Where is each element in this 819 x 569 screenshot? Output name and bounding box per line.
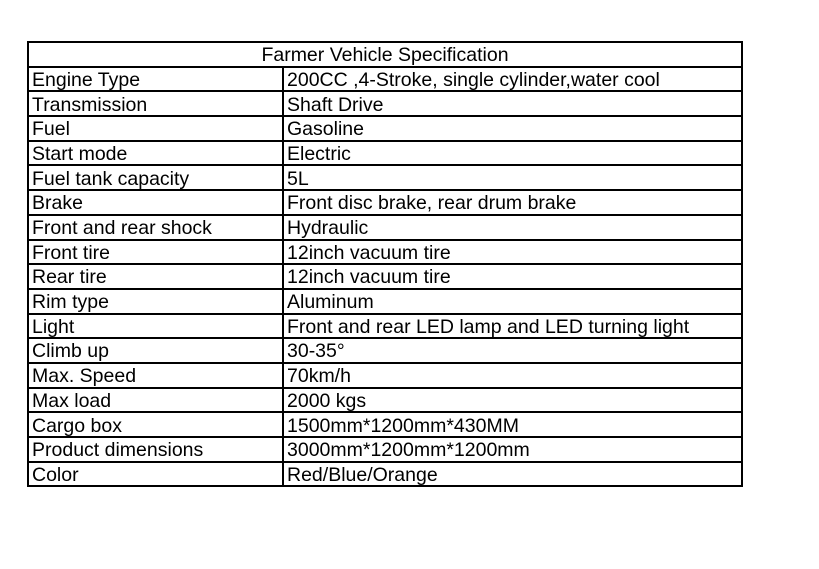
spec-value: 5L: [283, 165, 742, 190]
table-row: [28, 67, 742, 92]
spec-value: Hydraulic: [283, 215, 742, 240]
spec-label: Rear tire: [28, 264, 283, 289]
spec-value: Electric: [283, 141, 742, 166]
spec-value: Gasoline: [283, 116, 742, 141]
table-row: [28, 289, 742, 314]
spec-value: 70km/h: [283, 363, 742, 388]
table-row: [28, 116, 742, 141]
table-row: [28, 165, 742, 190]
spec-value: 12inch vacuum tire: [283, 264, 742, 289]
spec-label: Engine Type: [28, 67, 283, 92]
spec-label: Product dimensions: [28, 437, 283, 462]
spec-value: 12inch vacuum tire: [283, 240, 742, 265]
spec-label: Transmission: [28, 91, 283, 116]
spec-value: Aluminum: [283, 289, 742, 314]
spec-label: Start mode: [28, 141, 283, 166]
table-row: [28, 462, 742, 487]
table-row: [28, 190, 742, 215]
table-row: [28, 314, 742, 339]
table-row: [28, 240, 742, 265]
spec-label: Cargo box: [28, 412, 283, 437]
spec-value: 2000 kgs: [283, 388, 742, 413]
table-title-row: [28, 42, 742, 67]
spec-label: Fuel tank capacity: [28, 165, 283, 190]
spec-label: Fuel: [28, 116, 283, 141]
spec-value: 30-35°: [283, 338, 742, 363]
spec-value: 3000mm*1200mm*1200mm: [283, 437, 742, 462]
spec-value: Shaft Drive: [283, 91, 742, 116]
table-row: [28, 215, 742, 240]
table-row: [28, 412, 742, 437]
table-row: [28, 437, 742, 462]
spec-value: Front and rear LED lamp and LED turning light: [283, 314, 742, 339]
table-row: [28, 338, 742, 363]
spec-label: Max load: [28, 388, 283, 413]
spec-label: Rim type: [28, 289, 283, 314]
spec-value: 1500mm*1200mm*430MM: [283, 412, 742, 437]
spec-label: Front and rear shock: [28, 215, 283, 240]
spec-label: Climb up: [28, 338, 283, 363]
table-row: [28, 141, 742, 166]
spec-label: Light: [28, 314, 283, 339]
spec-label: Front tire: [28, 240, 283, 265]
spec-label: Max. Speed: [28, 363, 283, 388]
spec-table: [27, 41, 743, 487]
spec-value: Red/Blue/Orange: [283, 462, 742, 487]
table-row: [28, 388, 742, 413]
spec-label: Color: [28, 462, 283, 487]
spec-label: Brake: [28, 190, 283, 215]
spec-value: Front disc brake, rear drum brake: [283, 190, 742, 215]
table-row: [28, 264, 742, 289]
table-row: [28, 363, 742, 388]
table-row: [28, 91, 742, 116]
table-title: Farmer Vehicle Specification: [28, 42, 742, 67]
spec-value: 200CC ,4-Stroke, single cylinder,water cool: [283, 67, 742, 92]
